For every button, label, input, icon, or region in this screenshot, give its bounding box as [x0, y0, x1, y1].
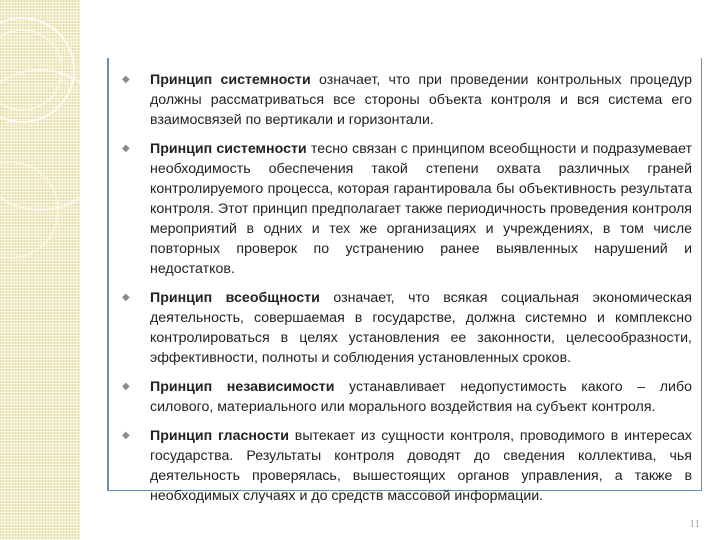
- bullet-icon: ◆: [122, 292, 130, 303]
- bullet-icon: ◆: [122, 143, 130, 154]
- principles-list: [118, 70, 692, 506]
- list-item: [118, 139, 692, 279]
- list-item: [118, 288, 692, 368]
- principle-description: означает, что всякая социальная экономическая деятельность, совершаемая в государстве, должна системно и комплексно контролироваться в целях установления ее законности, целесообразности, эффективности, полноты и соблюдения установленных сроков.: [150, 290, 692, 366]
- main-content: [118, 70, 692, 515]
- item-paragraph: [150, 426, 692, 506]
- page-number: 11: [689, 518, 700, 530]
- bullet-icon: ◆: [122, 381, 130, 392]
- item-paragraph: [150, 377, 692, 417]
- item-paragraph: [150, 70, 692, 130]
- principle-term: Принцип независимости: [150, 379, 335, 395]
- principle-description: вытекает из сущности контроля, проводимого в интересах государства. Результаты контроля доводят до сведения коллектива, чья деятельность проверялась, вышестоящих органов управления, а также в необходимых случаях и до средств массовой информации.: [150, 428, 692, 504]
- list-item: [118, 426, 692, 506]
- item-paragraph: [150, 139, 692, 279]
- principle-description: устанавливает недопустимость какого – либо силового, материального или морального воздействия на субъект контроля.: [150, 379, 692, 415]
- principle-term: Принцип системности: [150, 72, 311, 88]
- principle-term: Принцип гласности: [150, 428, 289, 444]
- bullet-icon: ◆: [122, 74, 130, 85]
- bullet-icon: ◆: [122, 430, 130, 441]
- principle-term: Принцип системности: [150, 141, 307, 157]
- item-paragraph: [150, 288, 692, 368]
- list-item: [118, 377, 692, 417]
- principle-description: тесно связан с принципом всеобщности и подразумевает необходимость обеспечения такой степени охвата различных граней контролируемого процесса, которая гарантировала бы объективность результата контроля. Этот принцип предполагает также периодичность проведения контроля мероприятий в одних и тех же организациях и учреждениях, в том числе повторных проверок по устранению ранее выявленных нарушений и недостатков.: [150, 141, 692, 277]
- list-item: [118, 70, 692, 130]
- principle-description: означает, что при проведении контрольных процедур должны рассматриваться все стороны объекта контроля и вся система его взаимосвязей по вертикали и горизонтали.: [150, 72, 692, 128]
- principle-term: Принцип всеобщности: [150, 290, 320, 306]
